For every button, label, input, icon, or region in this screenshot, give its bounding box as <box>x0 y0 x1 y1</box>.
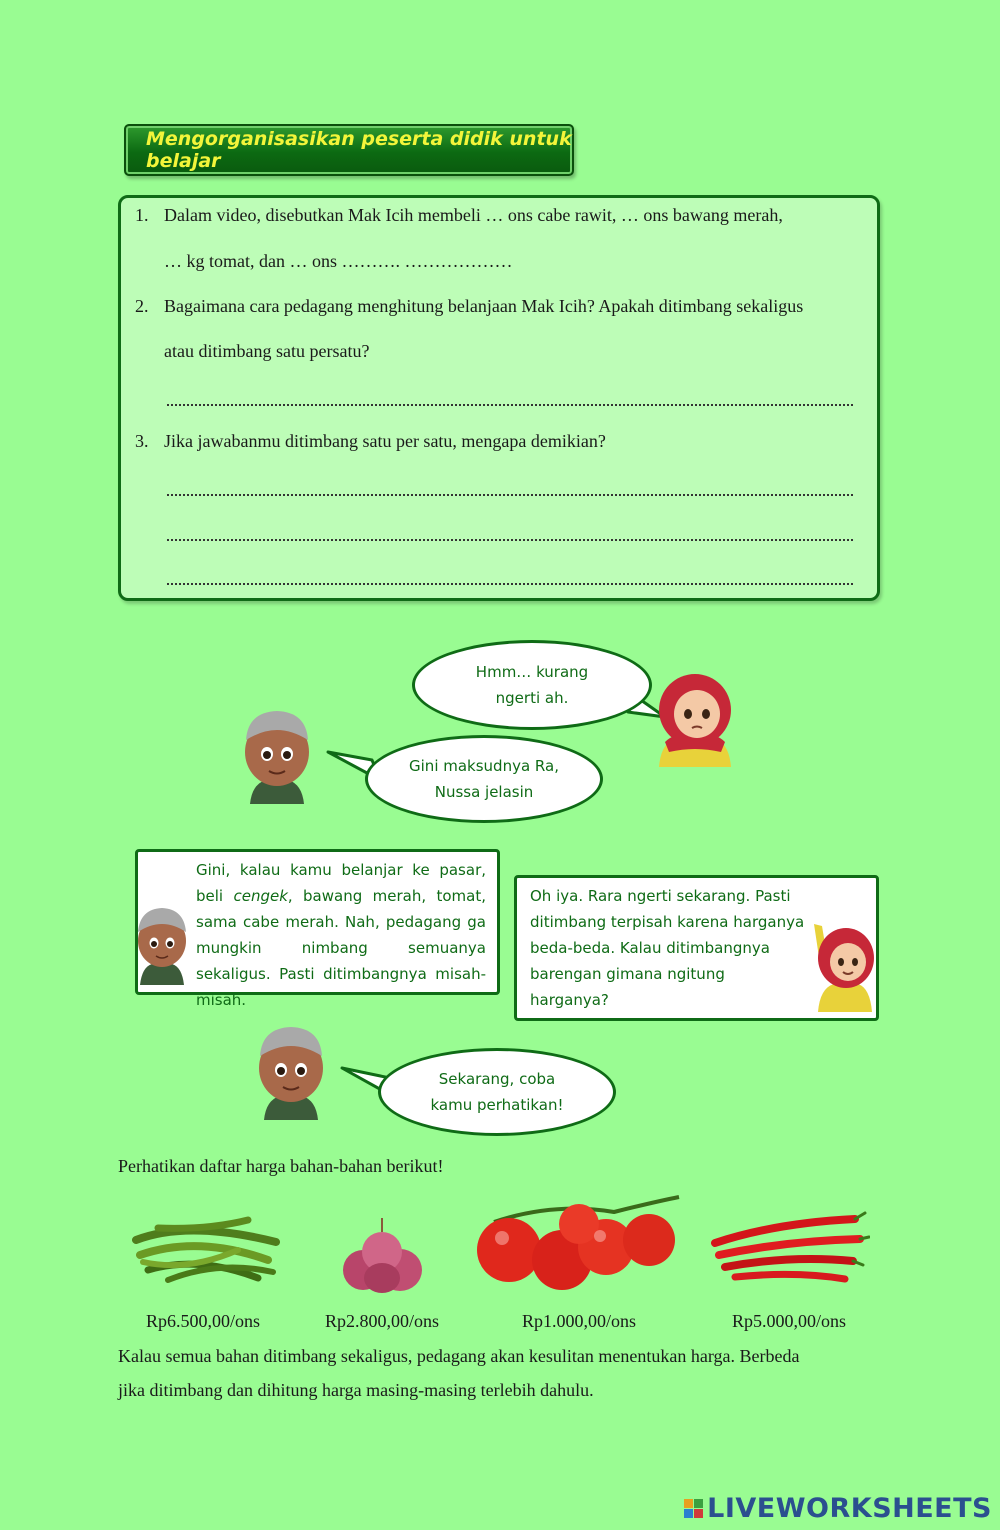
tomato-icon <box>474 1192 684 1292</box>
question-1-line1: Dalam video, disebutkan Mak Icih membeli … ons cabe rawit, … ons bawang merah, <box>164 205 783 225</box>
speech-bubble-nussa-2 <box>378 1048 616 1136</box>
question-2-line1: Bagaimana cara pedagang menghitung belanjaan Mak Icih? Apakah ditimbang sekaligus <box>164 296 804 316</box>
price-shallot: Rp2.800,00/ons <box>324 1311 439 1331</box>
price-green-chili: Rp6.500,00/ons <box>145 1311 260 1331</box>
logo-text: LIVEWORKSHEETS <box>707 1493 992 1524</box>
green-chili-icon <box>128 1200 283 1290</box>
note-line-1: Kalau semua bahan ditimbang sekaligus, pedagang akan kesulitan menentukan harga. Berbeda <box>118 1346 800 1366</box>
question-3-line1: Jika jawabanmu ditimbang satu per satu, mengapa demikian? <box>164 431 606 451</box>
speech-bubble-nussa-1 <box>365 735 603 823</box>
question-2-line2: atau ditimbang satu persatu? <box>164 341 370 361</box>
question-3-number: 3. <box>135 431 149 451</box>
note-line-2: jika ditimbang dan dihitung harga masing-masing terlebih dahulu. <box>118 1380 594 1400</box>
speech-bubble-nussa-2-text: Sekarang, coba kamu perhatikan! <box>430 1070 564 1114</box>
question-1-number: 1. <box>135 205 149 225</box>
dialog-box-nussa-text: Gini, kalau kamu belanjar ke pasar, beli cengek, bawang merah, tomat, sama cabe merah. Nah, pedagang ga mungkin nimbang semuanya sekaligus. Pasti ditimbangnya misah-misah. <box>196 861 486 1009</box>
liveworksheets-mark-icon <box>684 1499 703 1518</box>
question-1-line2: … kg tomat, dan … ons ………. ……………… <box>164 251 513 271</box>
question-2-number: 2. <box>135 296 149 316</box>
nussa-avatar-2-icon <box>256 1024 326 1120</box>
speech-bubble-rara-1-text: Hmm… kurang ngerti ah. <box>475 663 589 707</box>
price-tomato: Rp1.000,00/ons <box>521 1311 636 1331</box>
shallot-icon <box>338 1212 428 1294</box>
rara-waving-avatar-icon <box>808 922 876 1012</box>
nussa-avatar-icon <box>242 708 312 804</box>
speech-bubble-rara-1 <box>412 640 652 730</box>
speech-bubble-nussa-1-text: Gini maksudnya Ra, Nussa jelasin <box>409 757 559 801</box>
liveworksheets-logo <box>684 1493 992 1524</box>
banner-title: Mengorganisasikan peserta didik untuk belajar <box>146 128 572 172</box>
price-red-chili: Rp5.000,00/ons <box>731 1311 846 1331</box>
price-intro: Perhatikan daftar harga bahan-bahan berikut! <box>118 1156 444 1176</box>
nussa-small-avatar-icon <box>136 905 188 985</box>
red-chili-icon <box>705 1203 870 1288</box>
dialog-box-rara-text: Oh iya. Rara ngerti sekarang. Pasti ditimbang terpisah karena harganya beda-beda. Kalau ditimbangnya barengan gimana ngitung harganya? <box>530 887 805 1009</box>
rara-avatar-icon <box>655 672 735 767</box>
